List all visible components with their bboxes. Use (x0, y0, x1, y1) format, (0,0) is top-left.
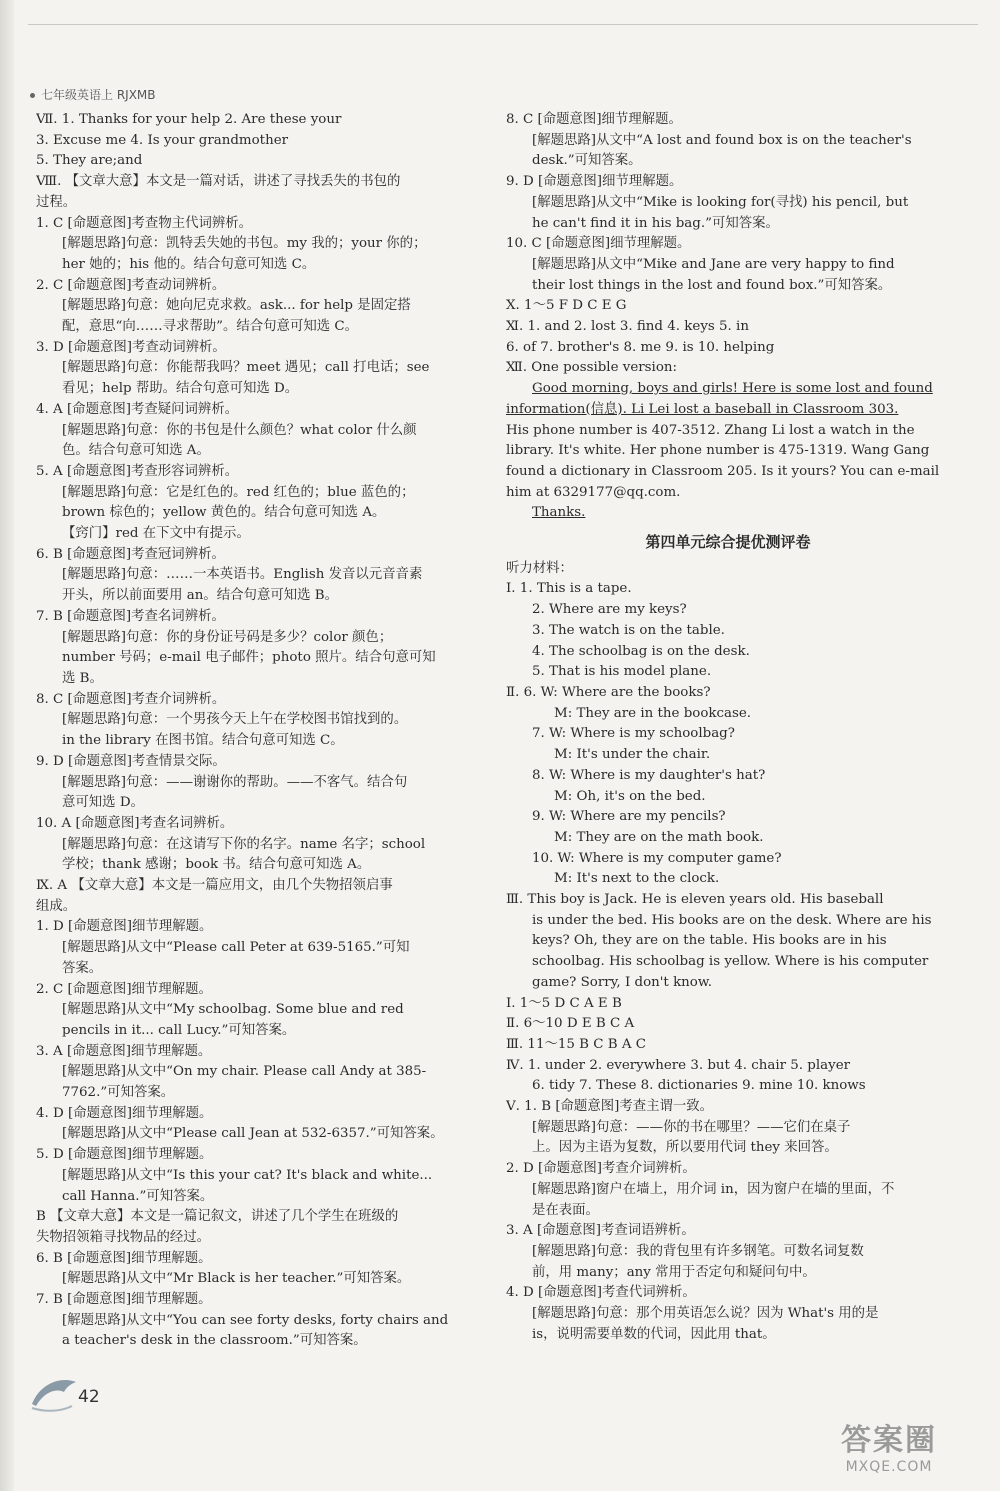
text-line: Ⅴ. 1. B [命题意图]考查主谓一致。 (506, 1099, 714, 1115)
text-line: 3. Excuse me 4. Is your grandmother (36, 132, 289, 148)
text-line: 9. D [命题意图]细节理解题。 (506, 174, 683, 190)
text-line: 3. A [命题意图]细节理解题。 (36, 1043, 212, 1059)
text-line: Ⅰ. 1. This is a tape. (506, 581, 632, 597)
text-line: keys? Oh, they are on the table. His books are in his (532, 933, 887, 949)
text-line: Ⅹ. 1～5 F D C E G (506, 298, 627, 314)
text-line: 2. C [命题意图]考查动词辨析。 (36, 277, 226, 293)
top-rule (28, 24, 978, 25)
text-line: 3. The watch is on the table. (532, 622, 725, 638)
text-line: 答案。 (62, 960, 103, 976)
text-line: 前，用 many；any 常用于否定句和疑问句中。 (532, 1264, 816, 1280)
text-line: M: They are on the math book. (554, 829, 764, 845)
text-line: 9. D [命题意图]考查情景交际。 (36, 753, 226, 769)
text-line: 5. D [命题意图]细节理解题。 (36, 1147, 213, 1163)
text-line: 6. B [命题意图]考查冠词辨析。 (36, 546, 225, 562)
text-line: [解题思路]句意：一个男孩今天上午在学校图书馆找到的。 (62, 712, 408, 728)
section-title: 第四单元综合提优测评卷 (645, 533, 811, 552)
text-line: [解题思路]从文中“Please call Jean at 532-6357.”可知答案。 (62, 1126, 444, 1142)
text-line: 6. of 7. brother's 8. me 9. is 10. helping (506, 339, 775, 355)
text-line: 8. W: Where is my daughter's hat? (532, 767, 766, 783)
text-line: 过程。 (36, 194, 77, 210)
text-line: [解题思路]句意：你的书包是什么颜色？what color 什么颜 (62, 422, 417, 438)
text-line: Ⅱ. 6～10 D E B C A (506, 1016, 635, 1032)
text-line: 7. W: Where is my schoolbag? (532, 726, 735, 742)
watermark-url: MXQE.COM (845, 1459, 933, 1475)
text-line: M: They are in the bookcase. (554, 705, 752, 721)
running-header (30, 86, 156, 103)
text-line: [解题思路]句意：你能帮我吗？meet 遇见；call 打电话；see (62, 360, 430, 376)
text-line: 4. D [命题意图]考查代词辨析。 (506, 1285, 696, 1301)
text-line: Ⅰ. 1～5 D C A E B (506, 995, 622, 1011)
text-line: [解题思路]从文中“Mike and Jane are very happy to find (532, 256, 895, 272)
text-line: number 号码；e-mail 电子邮件；photo 照片。结合句意可知 (62, 650, 436, 666)
text-line: 学校；thank 感谢；book 书。结合句意可知选 A。 (62, 857, 371, 873)
text-line: [解题思路]句意：……一本英语书。English 发音以元音音素 (62, 567, 423, 583)
text-line: [解题思路]从文中“Please call Peter at 639-5165.”可知 (62, 940, 410, 956)
text-line: [解题思路]窗户在墙上，用介词 in，因为窗户在墙的里面，不 (532, 1181, 895, 1197)
text-line: Ⅲ. This boy is Jack. He is eleven years old. His baseball (506, 892, 884, 908)
text-line: is under the bed. His books are on the desk. Where are his (532, 912, 932, 928)
text-line: [解题思路]从文中“Mr Black is her teacher.”可知答案。 (62, 1271, 411, 1287)
text-line: 1. D [命题意图]细节理解题。 (36, 919, 213, 935)
text-line: [解题思路]句意：那个用英语怎么说？因为 What's 用的是 (532, 1306, 879, 1322)
text-line: 色。结合句意可知选 A。 (62, 443, 210, 459)
text-line: Ⅳ. 1. under 2. everywhere 3. but 4. chair 5. player (506, 1057, 851, 1073)
left-column (36, 110, 484, 1352)
text-line: His phone number is 407-3512. Zhang Li lost a watch in the (506, 422, 915, 438)
bullet-icon (30, 93, 35, 98)
text-line: 上。因为主语为复数，所以要用代词 they 来回答。 (532, 1140, 838, 1156)
text-line: [解题思路]句意：她向尼克求救。ask... for help 是固定搭 (62, 298, 411, 314)
text-line: 10. A [命题意图]考查名词辨析。 (36, 815, 234, 831)
text-line: is，说明需要单数的代词，因此用 that。 (532, 1326, 776, 1342)
text-line: brown 棕色的；yellow 黄色的。结合句意可知选 A。 (62, 505, 386, 521)
text-line: [解题思路]从文中“Is this your cat? It's black and white... (62, 1167, 433, 1183)
text-line: Ⅻ. One possible version: (506, 360, 678, 376)
text-line: 【窍门】red 在下文中有提示。 (62, 526, 250, 542)
text-line: 2. C [命题意图]细节理解题。 (36, 981, 212, 997)
text-line: 7762.”可知答案。 (62, 1085, 175, 1101)
text-line: 是在表面。 (532, 1202, 599, 1218)
text-line: 1. C [命题意图]考查物主代词辨析。 (36, 215, 253, 231)
text-line: [解题思路]句意：——你的书在哪里？——它们在桌子 (532, 1119, 851, 1135)
text-line: 听力材料： (506, 560, 573, 576)
text-line: [解题思路]从文中“My schoolbag. Some blue and red (62, 1002, 404, 1018)
dolphin-logo-icon (26, 1370, 86, 1416)
text-line: [解题思路]句意：凯特丢失她的书包。my 我的；your 你的； (62, 236, 427, 252)
text-line: him at 6329177@qq.com. (506, 484, 681, 500)
text-line: 6. tidy 7. These 8. dictionaries 9. mine 10. knows (532, 1078, 866, 1094)
text-line: a teacher's desk in the classroom.”可知答案。 (62, 1333, 367, 1349)
text-line: [解题思路]从文中“Mike is looking for(寻找) his pencil, but (532, 194, 909, 210)
text-line: 组成。 (36, 898, 77, 914)
page-binding-edge (0, 0, 14, 1491)
text-line: Ⅺ. 1. and 2. lost 3. find 4. keys 5. in (506, 319, 749, 335)
text-line: Good morning, boys and girls! Here is some lost and found (532, 381, 933, 397)
text-line: library. It's white. Her phone number is 475-1319. Wang Gang (506, 443, 930, 459)
text-line: M: Oh, it's on the bed. (554, 788, 706, 804)
text-line: 8. C [命题意图]细节理解题。 (506, 112, 682, 127)
text-line: [解题思路]从文中“On my chair. Please call Andy at 385- (62, 1064, 427, 1080)
text-line: 开头，所以前面要用 an。结合句意可知选 B。 (62, 588, 338, 604)
text-line: 4. A [命题意图]考查疑问词辨析。 (36, 401, 239, 417)
text-line: 10. W: Where is my computer game? (532, 850, 782, 866)
text-line: [解题思路]从文中“A lost and found box is on the teacher's (532, 132, 912, 148)
text-line: he can't find it in his bag.”可知答案。 (532, 215, 779, 231)
text-line: 配，意思“向……寻求帮助”。结合句意可知选 C。 (62, 319, 359, 335)
text-line: [解题思路]句意：你的身份证号码是多少？color 颜色； (62, 629, 393, 645)
text-line: 意可知选 D。 (62, 795, 144, 811)
text-line: Ⅷ. 【文章大意】本文是一篇对话，讲述了寻找丢失的书包的 (36, 174, 401, 190)
text-line: 2. Where are my keys? (532, 602, 687, 618)
text-line: information(信息). Li Lei lost a baseball in Classroom 303. (506, 401, 899, 417)
text-line: Ⅸ. A 【文章大意】本文是一篇应用文，由几个失物招领启事 (36, 878, 393, 894)
text-line: 3. D [命题意图]考查动词辨析。 (36, 339, 226, 355)
text-line: call Hanna.”可知答案。 (62, 1188, 214, 1204)
text-line: 4. D [命题意图]细节理解题。 (36, 1105, 213, 1121)
text-line: their lost things in the lost and found box.”可知答案。 (532, 277, 892, 293)
text-line: 选 B。 (62, 670, 103, 686)
text-line: [解题思路]句意：我的背包里有许多钢笔。可数名词复数 (532, 1243, 864, 1259)
text-line: 7. B [命题意图]考查名词辨析。 (36, 608, 225, 624)
right-column-listening (506, 559, 950, 1346)
text-line: 10. C [命题意图]细节理解题。 (506, 236, 691, 252)
text-line: in the library 在图书馆。结合句意可知选 C。 (62, 733, 344, 749)
text-line: found a dictionary in Classroom 205. Is it yours? You can e-mail (506, 463, 940, 479)
right-column (506, 110, 950, 1345)
text-line: Ⅱ. 6. W: Where are the books? (506, 684, 711, 700)
text-line: [解题思路]从文中“You can see forty desks, forty chairs and (62, 1312, 449, 1328)
text-line: 4. The schoolbag is on the desk. (532, 643, 750, 659)
text-line: 看见；help 帮助。结合句意可知选 D。 (62, 381, 299, 397)
text-line: 2. D [命题意图]考查介词辨析。 (506, 1161, 696, 1177)
text-line: M: It's under the chair. (554, 747, 711, 763)
header-text: 七年级英语上 RJXMB (41, 88, 156, 102)
text-line: Ⅶ. 1. Thanks for your help 2. Are these your (36, 112, 342, 127)
right-column-answers (506, 110, 950, 524)
text-line: pencils in it... call Lucy.”可知答案。 (62, 1022, 296, 1038)
text-line: desk.”可知答案。 (532, 153, 642, 169)
text-line: 5. A [命题意图]考查形容词辨析。 (36, 463, 239, 479)
text-line: game? Sorry, I don't know. (532, 974, 712, 990)
page-number: 42 (78, 1387, 100, 1407)
text-line: B 【文章大意】本文是一篇记叙文，讲述了几个学生在班级的 (36, 1209, 399, 1225)
text-line: schoolbag. His schoolbag is yellow. Where is his computer (532, 954, 929, 970)
watermark (804, 1415, 974, 1479)
text-line: 3. A [命题意图]考查词语辨析。 (506, 1223, 695, 1239)
watermark-logo-text: 答案圈 (841, 1423, 937, 1458)
text-line: 8. C [命题意图]考查介词辨析。 (36, 691, 226, 707)
text-line: 6. B [命题意图]细节理解题。 (36, 1250, 212, 1266)
text-line: 5. They are;and (36, 153, 143, 169)
text-line: [解题思路]句意：它是红色的。red 红色的；blue 蓝色的； (62, 484, 415, 500)
text-line: [解题思路]句意：在这请写下你的名字。name 名字；school (62, 836, 426, 852)
text-line: 5. That is his model plane. (532, 664, 712, 680)
text-line: 失物招领箱寻找物品的经过。 (36, 1229, 211, 1245)
text-line: 9. W: Where are my pencils? (532, 809, 726, 825)
text-line: [解题思路]句意：——谢谢你的帮助。——不客气。结合句 (62, 774, 408, 790)
text-line: M: It's next to the clock. (554, 871, 720, 887)
text-line: 7. B [命题意图]细节理解题。 (36, 1292, 212, 1308)
text-line: Ⅲ. 11～15 B C B A C (506, 1036, 647, 1052)
text-line: her 她的；his 他的。结合句意可知选 C。 (62, 256, 316, 272)
text-line: Thanks. (532, 505, 586, 521)
